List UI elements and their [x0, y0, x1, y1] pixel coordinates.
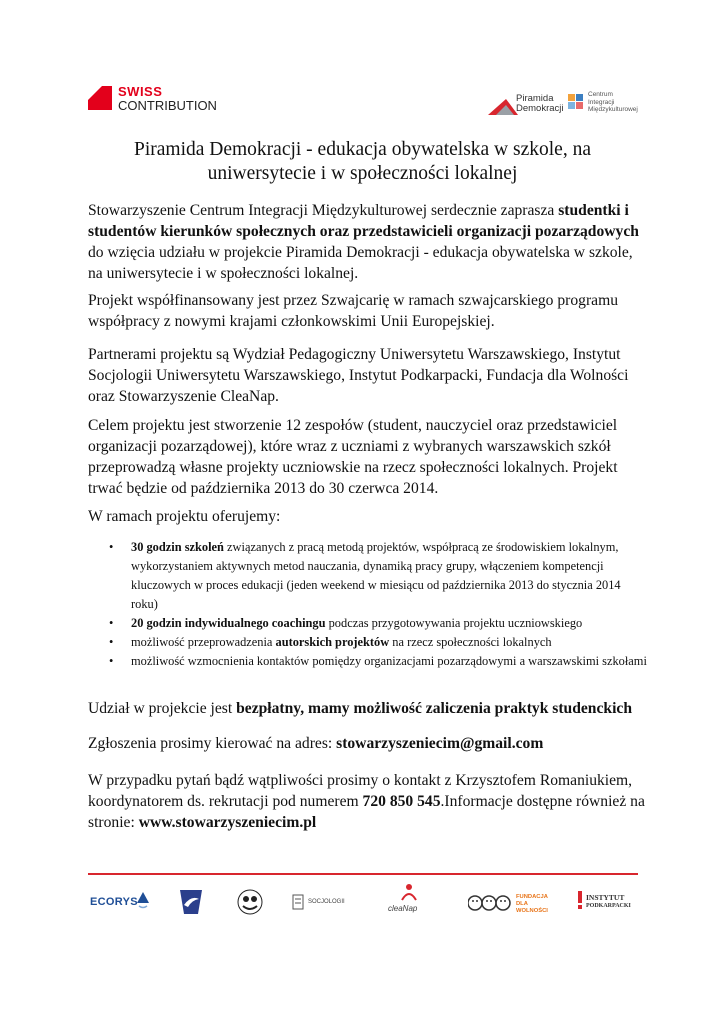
- contact-text-mid: .Informacje dostępne również na stronie:: [88, 793, 645, 831]
- centrum-integracji-logo: [566, 90, 646, 120]
- exclamation-icon: [576, 890, 584, 910]
- offer-item-3-text-end: na rzecz społeczności lokalnych: [389, 635, 552, 649]
- faces-icon: [468, 892, 512, 914]
- university-crest-icon: [292, 894, 304, 910]
- email-link[interactable]: stowarzyszeniecim@gmail.com: [336, 735, 544, 752]
- podkarpacki-label: PODKARPACKI: [586, 903, 631, 909]
- partners-paragraph: Partnerami projektu są Wydział Pedagogiczny Uniwersytetu Warszawskiego, Instytut Socjologii Uniwersytetu Warszawskiego, Instytut Podkarpacki, Fundacja dla Wolności oraz Stowarzyszenie CleaNap.: [88, 346, 629, 405]
- bullet-icon: •: [109, 540, 114, 554]
- offer-item-2-bold: 20 godzin indywidualnego coachingu: [131, 616, 326, 630]
- cleanap-label: cleaNap: [388, 904, 418, 913]
- people-figure-icon: [394, 882, 424, 902]
- seal-icon: [236, 886, 264, 918]
- title-line-2: uniwersytecie i w społeczności lokalnej: [207, 163, 518, 184]
- goal-paragraph: Celem projektu jest stworzenie 12 zespołów (student, nauczyciel oraz przedstawiciel organizacji pozarządowej), które wraz z uczniami z wybranych warszawskich szkół przeprowadzą własne projekty uczniowskie na rzecz społeczności lokalnych. Projekt trwać będzie od października 2013 do 30 czerwca 2014.: [88, 417, 618, 497]
- piramida-demokracji-logo: [486, 92, 564, 118]
- website-link[interactable]: www.stowarzyszeniecim.pl: [138, 814, 317, 831]
- offer-intro: W ramach projektu oferujemy:: [88, 508, 281, 525]
- instytut-podkarpacki-logo: [576, 882, 644, 922]
- ecorys-label: ECORYS: [90, 896, 138, 908]
- cleanap-logo: [384, 882, 434, 922]
- puzzle-icon: [566, 92, 586, 116]
- offer-item-1-text: związanych z pracą metodą projektów, współpracą ze środowiskiem lokalnym, wykorzystaniem aktywnych metod nauczania, dynamiką pracy grupy, włączeniem kompetencji kluczowych w proces edukacji (jeden weekend w miesiącu od października 2013 do stycznia 2014 roku): [131, 540, 621, 611]
- instytut-label: INSTYTUT: [586, 893, 625, 902]
- invitation-target-bold: studentki i studentów kierunków społecznych oraz przedstawicieli organizacji pozarządowych: [88, 202, 639, 240]
- fundacja-dla-wolnosci-logo: [468, 882, 560, 922]
- contact-text: W przypadku pytań bądź wątpliwości prosimy o kontakt z Krzysztofem Romaniukiem, koordynatorem ds. rekrutacji pod numerem: [88, 772, 633, 810]
- socjologii-logo: [292, 882, 352, 922]
- offer-item-4-text: możliwość wzmocnienia kontaktów pomiędzy organizacjami pozarządowymi a warszawskimi szkołami: [131, 654, 647, 668]
- invitation-paragraph: [88, 200, 648, 284]
- phone-number[interactable]: 720 850 545: [362, 793, 441, 810]
- funding-paragraph: Projekt współfinansowany jest przez Szwajcarię w ramach szwajcarskiego programu współpracy z nowymi krajami członkowskimi Unii Europejskiej.: [88, 292, 618, 330]
- bullet-icon: •: [109, 654, 114, 668]
- ecorys-logo: [90, 882, 152, 922]
- swiss-label: SWISS: [118, 84, 163, 99]
- invitation-text: Stowarzyszenie Centrum Integracji Międzykulturowej serdecznie zaprasza: [88, 202, 559, 219]
- footer-divider: [88, 873, 638, 875]
- list-item: [88, 614, 648, 633]
- free-bold: bezpłatny, mamy możliwość zaliczenia praktyk studenckich: [236, 700, 632, 717]
- socjologii-label: SOCJOLOGII: [308, 899, 345, 905]
- offer-list: [88, 538, 648, 671]
- list-item: [88, 633, 648, 652]
- application-paragraph: [88, 733, 648, 754]
- triangle-icon: [136, 890, 150, 910]
- application-text: Zgłoszenia prosimy kierować na adres:: [88, 735, 337, 752]
- contribution-label: CONTRIBUTION: [118, 98, 217, 113]
- pyramid-icon: [486, 95, 520, 117]
- pedagogy-faculty-logo: [176, 882, 208, 922]
- dla-wolnosci-label: DLA WOLNOŚCI: [516, 901, 548, 914]
- ciim-line2: Integracji: [588, 98, 615, 106]
- title-line-1: Piramida Demokracji - edukacja obywatelska w szkole, na: [133, 139, 591, 160]
- offer-item-3-text: możliwość przeprowadzenia: [131, 635, 276, 649]
- bird-emblem-icon: [176, 887, 206, 917]
- list-item: [88, 538, 648, 614]
- contact-paragraph: [88, 770, 648, 833]
- fundacja-label: FUNDACJA: [516, 894, 548, 900]
- demokracji-label: Demokracji: [516, 103, 564, 114]
- list-item: [88, 652, 648, 671]
- page-title: [80, 138, 645, 186]
- bullet-icon: •: [109, 635, 114, 649]
- bullet-icon: •: [109, 616, 114, 630]
- free-participation-paragraph: [88, 698, 648, 719]
- invitation-text-end: do wzięcia udziału w projekcie Piramida Demokracji - edukacja obywatelska w szkole, na uniwersytecie i w społeczności lokalnej.: [88, 244, 633, 282]
- ciim-line1: Centrum: [588, 91, 613, 98]
- free-text: Udział w projekcie jest: [88, 700, 237, 717]
- offer-item-3-bold: autorskich projektów: [275, 635, 390, 649]
- piramida-label: Piramida: [516, 93, 554, 104]
- swiss-contribution-logo: [88, 85, 217, 113]
- ciim-line3: Międzykulturowej: [588, 106, 638, 113]
- circular-emblem-logo: [236, 882, 266, 922]
- offer-item-1-bold: 30 godzin szkoleń: [131, 540, 224, 554]
- offer-item-2-text: podczas przygotowywania projektu uczniowskiego: [325, 616, 583, 630]
- swiss-flag-icon: [88, 86, 112, 110]
